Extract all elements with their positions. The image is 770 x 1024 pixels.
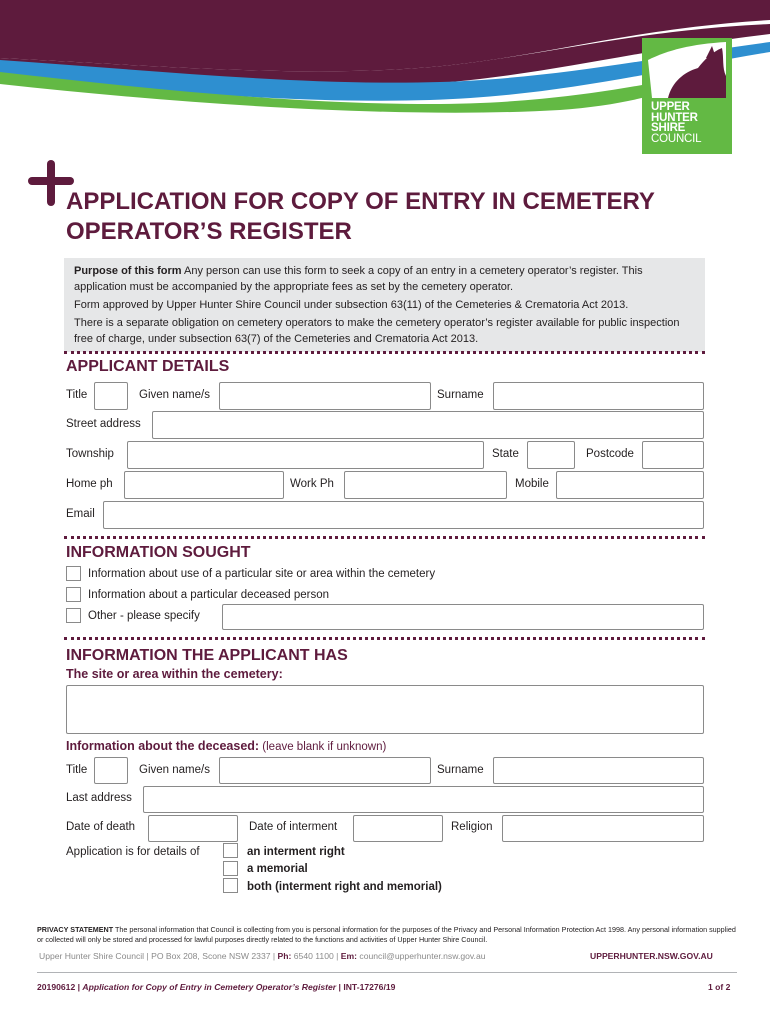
phone-number: 6540 1100 | <box>291 951 341 961</box>
last-address-label: Last address <box>66 792 132 804</box>
privacy-text: The personal information that Council is collecting from you is personal information for the purposes of the Privacy and Personal Information Protection Act 1998. Any personal information supplied or collected will only be stored and processed for lawful purposes directly related to the functions and activities of Upper Hunter Shire Council. <box>37 925 736 944</box>
street-address-label: Street address <box>66 418 141 430</box>
purpose-panel <box>64 258 705 352</box>
privacy-statement <box>37 925 737 945</box>
email-label: Email <box>66 508 95 520</box>
title-label: Title <box>66 389 88 401</box>
purpose-heading: Purpose of this form <box>74 265 182 277</box>
given-names-field[interactable] <box>219 382 431 410</box>
postcode-label: Postcode <box>586 448 634 460</box>
footer-doc-info <box>37 982 395 992</box>
date-of-death-label: Date of death <box>66 821 136 833</box>
deceased-heading-text: Information about the deceased: <box>66 739 260 753</box>
section-divider <box>64 637 705 640</box>
footer-code: 20190612 | <box>37 982 83 992</box>
contact-line <box>39 951 486 961</box>
date-of-interment-label: Date of interment <box>249 821 338 833</box>
purpose-paragraph-1 <box>74 263 695 295</box>
privacy-heading: PRIVACY STATEMENT <box>37 925 114 934</box>
footer-divider <box>37 972 737 973</box>
email-contact-label: Em: <box>340 951 358 961</box>
surname-label: Surname <box>437 389 484 401</box>
deceased-heading-note: (leave blank if unknown) <box>259 741 387 753</box>
interment-right-label: an interment right <box>247 846 345 858</box>
deceased-surname-field[interactable] <box>493 757 704 784</box>
logo-text-council: COUNCIL <box>651 132 702 145</box>
given-names-label: Given name/s <box>139 389 210 401</box>
council-logo <box>642 38 732 154</box>
other-checkbox[interactable] <box>66 608 81 623</box>
logo-text-shire: SHIRE <box>651 122 686 134</box>
deceased-title-field[interactable] <box>94 757 128 784</box>
surname-field[interactable] <box>493 382 704 410</box>
state-label: State <box>492 448 519 460</box>
last-address-field[interactable] <box>143 786 704 813</box>
section-divider <box>64 536 705 539</box>
mobile-field[interactable] <box>556 471 704 499</box>
footer-doc-title: Application for Copy of Entry in Cemetery Operator’s Register <box>82 982 337 992</box>
information-sought-heading: INFORMATION SOUGHT <box>66 544 251 561</box>
religion-label: Religion <box>451 821 493 833</box>
phone-label: Ph: <box>277 951 292 961</box>
memorial-checkbox[interactable] <box>223 861 238 876</box>
applicant-details-heading: APPLICANT DETAILS <box>66 358 230 375</box>
site-info-label: Information about use of a particular site or area within the cemetery <box>88 568 436 580</box>
mobile-label: Mobile <box>515 478 549 490</box>
applicant-has-heading: INFORMATION THE APPLICANT HAS <box>66 647 348 664</box>
interment-right-checkbox[interactable] <box>223 843 238 858</box>
other-specify-field[interactable] <box>222 604 704 630</box>
home-phone-label: Home ph <box>66 478 113 490</box>
deceased-info-label: Information about a particular deceased person <box>88 589 330 601</box>
state-field[interactable] <box>527 441 575 469</box>
other-label: Other - please specify <box>88 610 200 622</box>
deceased-title-label: Title <box>66 764 88 776</box>
home-phone-field[interactable] <box>124 471 284 499</box>
logo-text-upper: UPPER <box>651 101 690 113</box>
date-of-interment-field[interactable] <box>353 815 443 842</box>
both-label: both (interment right and memorial) <box>247 881 442 893</box>
deceased-surname-label: Surname <box>437 764 484 776</box>
deceased-given-names-label: Given name/s <box>139 764 210 776</box>
site-area-field[interactable] <box>66 685 704 734</box>
section-divider <box>64 351 705 354</box>
purpose-text: Any person can use this form to seek a copy of an entry in a cemetery operator’s register. This application must be accompanied by the appropriate fees as set by the cemetery operator. <box>74 265 643 293</box>
township-field[interactable] <box>127 441 484 469</box>
website-link[interactable]: UPPERHUNTER.NSW.GOV.AU <box>590 951 713 961</box>
page-number: 1 of 2 <box>708 982 731 992</box>
deceased-info-heading <box>66 739 386 753</box>
logo-text-hunter: HUNTER <box>651 111 698 124</box>
deceased-info-checkbox[interactable] <box>66 587 81 602</box>
site-area-label: The site or area within the cemetery: <box>66 667 283 681</box>
page-title: APPLICATION FOR COPY OF ENTRY IN CEMETERY OPERATOR’S REGISTER <box>66 188 655 245</box>
date-of-death-field[interactable] <box>148 815 238 842</box>
title-field[interactable] <box>94 382 128 410</box>
footer-ref: | INT-17276/19 <box>336 982 396 992</box>
purpose-paragraph-3: There is a separate obligation on cemetery operators to make the cemetery operator’s register available for public inspection free of charge, under subsection 63(7) of the Cemeteries and Crematoria Act 2013. <box>74 317 680 345</box>
contact-address: Upper Hunter Shire Council | PO Box 208, Scone NSW 2337 | <box>39 951 278 961</box>
work-phone-field[interactable] <box>344 471 507 499</box>
postcode-field[interactable] <box>642 441 704 469</box>
memorial-label: a memorial <box>247 863 308 875</box>
email-field[interactable] <box>103 501 704 529</box>
email-address: council@upperhunter.nsw.gov.au <box>357 951 486 961</box>
purpose-paragraph-2: Form approved by Upper Hunter Shire Council under subsection 63(11) of the Cemeteries & Crematoria Act 2013. <box>74 299 629 311</box>
site-info-checkbox[interactable] <box>66 566 81 581</box>
township-label: Township <box>66 448 114 460</box>
work-phone-label: Work Ph <box>290 478 334 490</box>
religion-field[interactable] <box>502 815 704 842</box>
application-details-label: Application is for details of <box>66 846 200 858</box>
both-checkbox[interactable] <box>223 878 238 893</box>
deceased-given-names-field[interactable] <box>219 757 431 784</box>
street-address-field[interactable] <box>152 411 704 439</box>
